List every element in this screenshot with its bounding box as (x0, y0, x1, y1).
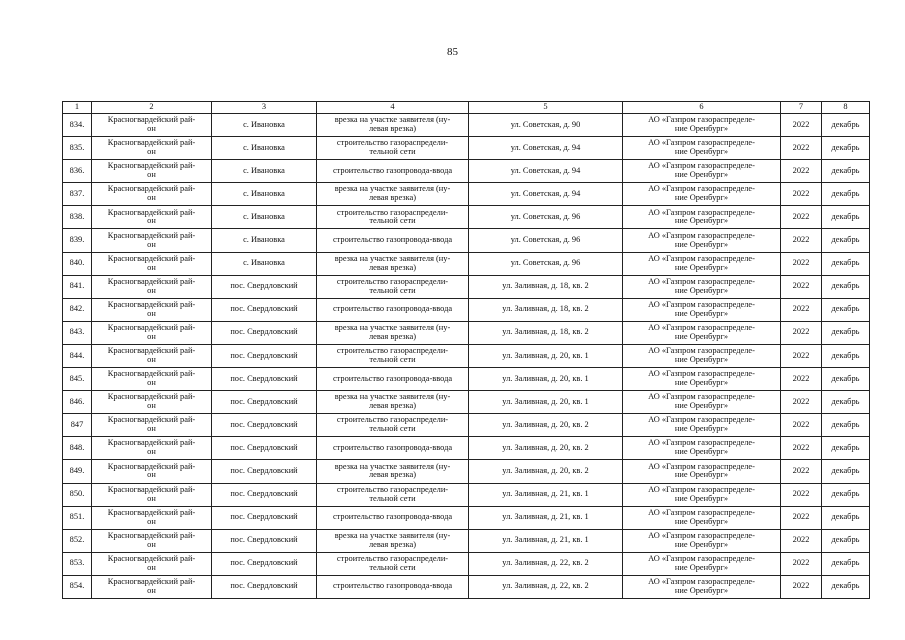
work-type-cell: строительство газопровода-ввода (317, 298, 469, 321)
year-cell: 2022 (781, 506, 822, 529)
month-cell: декабрь (822, 575, 870, 598)
column-header: 7 (781, 102, 822, 114)
address-cell: ул. Заливная, д. 20, кв. 1 (469, 368, 623, 391)
organization-cell: АО «Газпром газораспределе- ние Оренбург» (623, 183, 781, 206)
settlement-cell: пос. Свердловский (212, 483, 317, 506)
district-cell: Красногвардейский рай- он (92, 275, 212, 298)
column-header: 5 (469, 102, 623, 114)
data-table (62, 101, 870, 599)
column-header: 8 (822, 102, 870, 114)
year-cell: 2022 (781, 275, 822, 298)
table-row (63, 506, 870, 529)
row-number-cell: 842. (63, 298, 92, 321)
district-cell: Красногвардейский рай- он (92, 483, 212, 506)
table-row (63, 552, 870, 575)
row-number-cell: 846. (63, 391, 92, 414)
address-cell: ул. Заливная, д. 20, кв. 1 (469, 344, 623, 367)
district-cell: Красногвардейский рай- он (92, 114, 212, 137)
settlement-cell: пос. Свердловский (212, 275, 317, 298)
work-type-cell: строительство газораспредели- тельной сети (317, 483, 469, 506)
year-cell: 2022 (781, 229, 822, 252)
month-cell: декабрь (822, 275, 870, 298)
organization-cell: АО «Газпром газораспределе- ние Оренбург» (623, 252, 781, 275)
work-type-cell: строительство газопровода-ввода (317, 368, 469, 391)
district-cell: Красногвардейский рай- он (92, 506, 212, 529)
work-type-cell: врезка на участке заявителя (ну- левая врезка) (317, 252, 469, 275)
work-type-cell: строительство газопровода-ввода (317, 506, 469, 529)
district-cell: Красногвардейский рай- он (92, 391, 212, 414)
work-type-cell: врезка на участке заявителя (ну- левая врезка) (317, 460, 469, 483)
settlement-cell: пос. Свердловский (212, 298, 317, 321)
table-row (63, 321, 870, 344)
year-cell: 2022 (781, 368, 822, 391)
row-number-cell: 851. (63, 506, 92, 529)
address-cell: ул. Заливная, д. 18, кв. 2 (469, 321, 623, 344)
organization-cell: АО «Газпром газораспределе- ние Оренбург» (623, 206, 781, 229)
district-cell: Красногвардейский рай- он (92, 414, 212, 437)
settlement-cell: пос. Свердловский (212, 575, 317, 598)
year-cell: 2022 (781, 552, 822, 575)
address-cell: ул. Заливная, д. 22, кв. 2 (469, 552, 623, 575)
work-type-cell: строительство газораспредели- тельной сети (317, 414, 469, 437)
work-type-cell: врезка на участке заявителя (ну- левая врезка) (317, 391, 469, 414)
district-cell: Красногвардейский рай- он (92, 368, 212, 391)
row-number-cell: 844. (63, 344, 92, 367)
work-type-cell: строительство газораспредели- тельной сети (317, 206, 469, 229)
settlement-cell: с. Ивановка (212, 183, 317, 206)
row-number-cell: 841. (63, 275, 92, 298)
district-cell: Красногвардейский рай- он (92, 137, 212, 160)
organization-cell: АО «Газпром газораспределе- ние Оренбург» (623, 137, 781, 160)
work-type-cell: врезка на участке заявителя (ну- левая врезка) (317, 183, 469, 206)
organization-cell: АО «Газпром газораспределе- ние Оренбург» (623, 414, 781, 437)
work-type-cell: строительство газопровода-ввода (317, 437, 469, 460)
organization-cell: АО «Газпром газораспределе- ние Оренбург» (623, 160, 781, 183)
table-row (63, 229, 870, 252)
district-cell: Красногвардейский рай- он (92, 160, 212, 183)
address-cell: ул. Советская, д. 94 (469, 160, 623, 183)
settlement-cell: пос. Свердловский (212, 552, 317, 575)
column-header: 6 (623, 102, 781, 114)
settlement-cell: пос. Свердловский (212, 437, 317, 460)
row-number-cell: 854. (63, 575, 92, 598)
settlement-cell: с. Ивановка (212, 206, 317, 229)
work-type-cell: строительство газопровода-ввода (317, 575, 469, 598)
district-cell: Красногвардейский рай- он (92, 206, 212, 229)
settlement-cell: пос. Свердловский (212, 506, 317, 529)
row-number-cell: 839. (63, 229, 92, 252)
month-cell: декабрь (822, 252, 870, 275)
month-cell: декабрь (822, 321, 870, 344)
year-cell: 2022 (781, 460, 822, 483)
month-cell: декабрь (822, 483, 870, 506)
district-cell: Красногвардейский рай- он (92, 321, 212, 344)
organization-cell: АО «Газпром газораспределе- ние Оренбург» (623, 483, 781, 506)
month-cell: декабрь (822, 552, 870, 575)
table-row (63, 414, 870, 437)
address-cell: ул. Советская, д. 94 (469, 137, 623, 160)
address-cell: ул. Советская, д. 96 (469, 206, 623, 229)
month-cell: декабрь (822, 506, 870, 529)
settlement-cell: с. Ивановка (212, 252, 317, 275)
settlement-cell: с. Ивановка (212, 160, 317, 183)
table-row (63, 483, 870, 506)
district-cell: Красногвардейский рай- он (92, 298, 212, 321)
year-cell: 2022 (781, 344, 822, 367)
year-cell: 2022 (781, 483, 822, 506)
work-type-cell: строительство газораспредели- тельной сети (317, 344, 469, 367)
row-number-cell: 837. (63, 183, 92, 206)
year-cell: 2022 (781, 575, 822, 598)
table-row (63, 160, 870, 183)
column-header: 1 (63, 102, 92, 114)
year-cell: 2022 (781, 529, 822, 552)
organization-cell: АО «Газпром газораспределе- ние Оренбург» (623, 506, 781, 529)
organization-cell: АО «Газпром газораспределе- ние Оренбург» (623, 368, 781, 391)
month-cell: декабрь (822, 229, 870, 252)
organization-cell: АО «Газпром газораспределе- ние Оренбург» (623, 298, 781, 321)
row-number-cell: 835. (63, 137, 92, 160)
district-cell: Красногвардейский рай- он (92, 529, 212, 552)
work-type-cell: строительство газопровода-ввода (317, 160, 469, 183)
table-row (63, 298, 870, 321)
work-type-cell: врезка на участке заявителя (ну- левая врезка) (317, 529, 469, 552)
row-number-cell: 834. (63, 114, 92, 137)
organization-cell: АО «Газпром газораспределе- ние Оренбург» (623, 275, 781, 298)
year-cell: 2022 (781, 137, 822, 160)
address-cell: ул. Советская, д. 94 (469, 183, 623, 206)
table-row (63, 137, 870, 160)
row-number-cell: 850. (63, 483, 92, 506)
row-number-cell: 849. (63, 460, 92, 483)
row-number-cell: 852. (63, 529, 92, 552)
district-cell: Красногвардейский рай- он (92, 252, 212, 275)
table-row (63, 344, 870, 367)
table-row (63, 368, 870, 391)
month-cell: декабрь (822, 368, 870, 391)
organization-cell: АО «Газпром газораспределе- ние Оренбург» (623, 321, 781, 344)
row-number-cell: 848. (63, 437, 92, 460)
column-header: 3 (212, 102, 317, 114)
district-cell: Красногвардейский рай- он (92, 229, 212, 252)
work-type-cell: строительство газораспредели- тельной сети (317, 137, 469, 160)
column-header: 2 (92, 102, 212, 114)
table-row (63, 529, 870, 552)
row-number-cell: 836. (63, 160, 92, 183)
row-number-cell: 840. (63, 252, 92, 275)
organization-cell: АО «Газпром газораспределе- ние Оренбург» (623, 229, 781, 252)
row-number-cell: 843. (63, 321, 92, 344)
year-cell: 2022 (781, 114, 822, 137)
year-cell: 2022 (781, 206, 822, 229)
address-cell: ул. Заливная, д. 20, кв. 2 (469, 460, 623, 483)
table-row (63, 437, 870, 460)
month-cell: декабрь (822, 160, 870, 183)
address-cell: ул. Заливная, д. 20, кв. 2 (469, 437, 623, 460)
settlement-cell: с. Ивановка (212, 137, 317, 160)
month-cell: декабрь (822, 183, 870, 206)
address-cell: ул. Заливная, д. 18, кв. 2 (469, 298, 623, 321)
district-cell: Красногвардейский рай- он (92, 460, 212, 483)
row-number-cell: 853. (63, 552, 92, 575)
table-body (63, 114, 870, 599)
year-cell: 2022 (781, 321, 822, 344)
table-row (63, 460, 870, 483)
settlement-cell: с. Ивановка (212, 114, 317, 137)
organization-cell: АО «Газпром газораспределе- ние Оренбург» (623, 575, 781, 598)
address-cell: ул. Заливная, д. 22, кв. 2 (469, 575, 623, 598)
row-number-cell: 847 (63, 414, 92, 437)
organization-cell: АО «Газпром газораспределе- ние Оренбург» (623, 460, 781, 483)
organization-cell: АО «Газпром газораспределе- ние Оренбург» (623, 114, 781, 137)
table-row (63, 114, 870, 137)
address-cell: ул. Заливная, д. 20, кв. 1 (469, 391, 623, 414)
month-cell: декабрь (822, 344, 870, 367)
settlement-cell: пос. Свердловский (212, 368, 317, 391)
table-row (63, 391, 870, 414)
month-cell: декабрь (822, 114, 870, 137)
organization-cell: АО «Газпром газораспределе- ние Оренбург» (623, 529, 781, 552)
settlement-cell: пос. Свердловский (212, 344, 317, 367)
year-cell: 2022 (781, 183, 822, 206)
column-header: 4 (317, 102, 469, 114)
address-cell: ул. Советская, д. 96 (469, 252, 623, 275)
month-cell: декабрь (822, 298, 870, 321)
table-row (63, 252, 870, 275)
month-cell: декабрь (822, 206, 870, 229)
organization-cell: АО «Газпром газораспределе- ние Оренбург» (623, 552, 781, 575)
settlement-cell: пос. Свердловский (212, 460, 317, 483)
month-cell: декабрь (822, 460, 870, 483)
work-type-cell: строительство газораспредели- тельной сети (317, 552, 469, 575)
year-cell: 2022 (781, 160, 822, 183)
address-cell: ул. Заливная, д. 21, кв. 1 (469, 529, 623, 552)
month-cell: декабрь (822, 529, 870, 552)
settlement-cell: с. Ивановка (212, 229, 317, 252)
month-cell: декабрь (822, 437, 870, 460)
year-cell: 2022 (781, 414, 822, 437)
work-type-cell: врезка на участке заявителя (ну- левая врезка) (317, 321, 469, 344)
settlement-cell: пос. Свердловский (212, 414, 317, 437)
work-type-cell: строительство газораспредели- тельной сети (317, 275, 469, 298)
work-type-cell: строительство газопровода-ввода (317, 229, 469, 252)
month-cell: декабрь (822, 391, 870, 414)
table-row (63, 183, 870, 206)
address-cell: ул. Заливная, д. 21, кв. 1 (469, 483, 623, 506)
table-row (63, 206, 870, 229)
district-cell: Красногвардейский рай- он (92, 575, 212, 598)
address-cell: ул. Советская, д. 96 (469, 229, 623, 252)
work-type-cell: врезка на участке заявителя (ну- левая врезка) (317, 114, 469, 137)
header-row (63, 102, 870, 114)
row-number-cell: 838. (63, 206, 92, 229)
year-cell: 2022 (781, 252, 822, 275)
row-number-cell: 845. (63, 368, 92, 391)
organization-cell: АО «Газпром газораспределе- ние Оренбург» (623, 344, 781, 367)
month-cell: декабрь (822, 414, 870, 437)
year-cell: 2022 (781, 298, 822, 321)
organization-cell: АО «Газпром газораспределе- ние Оренбург» (623, 391, 781, 414)
address-cell: ул. Советская, д. 90 (469, 114, 623, 137)
district-cell: Красногвардейский рай- он (92, 183, 212, 206)
district-cell: Красногвардейский рай- он (92, 552, 212, 575)
district-cell: Красногвардейский рай- он (92, 437, 212, 460)
table-row (63, 575, 870, 598)
settlement-cell: пос. Свердловский (212, 391, 317, 414)
settlement-cell: пос. Свердловский (212, 529, 317, 552)
district-cell: Красногвардейский рай- он (92, 344, 212, 367)
year-cell: 2022 (781, 391, 822, 414)
address-cell: ул. Заливная, д. 21, кв. 1 (469, 506, 623, 529)
month-cell: декабрь (822, 137, 870, 160)
organization-cell: АО «Газпром газораспределе- ние Оренбург» (623, 437, 781, 460)
year-cell: 2022 (781, 437, 822, 460)
address-cell: ул. Заливная, д. 20, кв. 2 (469, 414, 623, 437)
table-row (63, 275, 870, 298)
page-number: 85 (447, 46, 458, 58)
address-cell: ул. Заливная, д. 18, кв. 2 (469, 275, 623, 298)
settlement-cell: пос. Свердловский (212, 321, 317, 344)
